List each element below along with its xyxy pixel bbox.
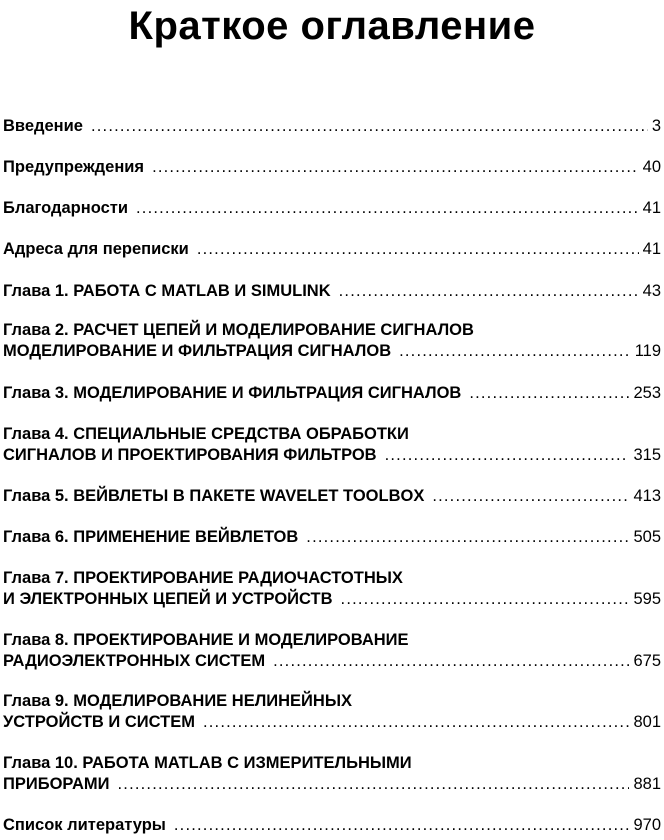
toc-entry-chapter-3[interactable] — [3, 383, 661, 404]
dot-leader — [339, 281, 639, 302]
toc-entry-label-line1: Глава 7. ПРОЕКТИРОВАНИЕ РАДИОЧАСТОТНЫХ — [3, 569, 403, 587]
toc-entry-page: 315 — [633, 446, 661, 464]
dot-leader — [203, 712, 630, 733]
dot-leader — [136, 198, 639, 219]
toc-entry-label: СИГНАЛОВ И ПРОЕКТИРОВАНИЯ ФИЛЬТРОВ — [3, 446, 377, 464]
dot-leader — [118, 774, 630, 795]
toc-entry-warnings[interactable] — [3, 157, 661, 178]
toc-entry-page: 41 — [642, 199, 661, 217]
table-of-contents — [3, 0, 661, 840]
toc-entry-page: 40 — [642, 158, 661, 176]
toc-entry-label-line1: Глава 8. ПРОЕКТИРОВАНИЕ И МОДЕЛИРОВАНИЕ — [3, 631, 409, 649]
dot-leader — [399, 341, 631, 362]
toc-entry-chapter-4[interactable] — [3, 424, 661, 466]
toc-entry-chapter-8[interactable] — [3, 630, 661, 672]
toc-entry-page: 3 — [651, 117, 661, 135]
dot-leader — [306, 527, 629, 548]
toc-entry-label-line1: Глава 9. МОДЕЛИРОВАНИЕ НЕЛИНЕЙНЫХ — [3, 692, 352, 710]
toc-entry-chapter-1[interactable] — [3, 281, 661, 302]
dot-leader — [385, 445, 630, 466]
toc-entry-page: 41 — [642, 240, 661, 258]
toc-entry-page: 43 — [642, 282, 661, 300]
dot-leader — [197, 239, 639, 260]
dot-leader — [152, 157, 639, 178]
toc-entry-label: Глава 3. МОДЕЛИРОВАНИЕ И ФИЛЬТРАЦИЯ СИГНАЛОВ — [3, 384, 462, 402]
toc-entry-label: Введение — [3, 117, 83, 135]
toc-entry-bibliography[interactable] — [3, 815, 661, 836]
toc-entry-label: И ЭЛЕКТРОННЫХ ЦЕПЕЙ И УСТРОЙСТВ — [3, 590, 333, 608]
toc-entry-label: УСТРОЙСТВ И СИСТЕМ — [3, 713, 195, 731]
toc-entry-page: 505 — [633, 528, 661, 546]
toc-entry-acknowledgements[interactable] — [3, 198, 661, 219]
toc-entry-chapter-9[interactable] — [3, 691, 661, 733]
dot-leader — [341, 589, 630, 610]
toc-entry-chapter-2[interactable] — [3, 320, 661, 362]
toc-entry-label: ПРИБОРАМИ — [3, 775, 110, 793]
toc-entry-page: 119 — [634, 342, 661, 360]
page-title: Краткое оглавление — [128, 4, 536, 48]
toc-entry-label: МОДЕЛИРОВАНИЕ И ФИЛЬТРАЦИЯ СИГНАЛОВ — [3, 342, 392, 360]
toc-entry-page: 595 — [633, 590, 661, 608]
toc-entry-label-line1: Глава 10. РАБОТА MATLAB С ИЗМЕРИТЕЛЬНЫМИ — [3, 754, 412, 772]
toc-entry-label: Предупреждения — [3, 158, 145, 176]
toc-entry-label: Список литературы — [3, 816, 166, 834]
toc-entry-page: 675 — [633, 652, 661, 670]
toc-entry-label: Глава 5. ВЕЙВЛЕТЫ В ПАКЕТЕ WAVELET TOOLBOX — [3, 487, 425, 505]
toc-entry-label-line1: Глава 2. РАСЧЕТ ЦЕПЕЙ И МОДЕЛИРОВАНИЕ СИГНАЛОВ — [3, 321, 474, 339]
toc-entry-label: Адреса для переписки — [3, 240, 189, 258]
toc-entry-label: Глава 1. РАБОТА С MATLAB И SIMULINK — [3, 282, 331, 300]
toc-entry-label: Благодарности — [3, 199, 128, 217]
toc-entry-chapter-7[interactable] — [3, 568, 661, 610]
toc-entry-page: 801 — [633, 713, 661, 731]
dot-leader — [174, 815, 630, 836]
toc-entry-label-line1: Глава 4. СПЕЦИАЛЬНЫЕ СРЕДСТВА ОБРАБОТКИ — [3, 425, 409, 443]
toc-entry-label: Глава 6. ПРИМЕНЕНИЕ ВЕЙВЛЕТОВ — [3, 528, 299, 546]
dot-leader — [273, 651, 629, 672]
toc-entry-page: 970 — [633, 816, 661, 834]
toc-entry-contacts[interactable] — [3, 239, 661, 260]
dot-leader — [432, 486, 629, 507]
dot-leader — [91, 116, 648, 137]
toc-entry-chapter-10[interactable] — [3, 753, 661, 795]
toc-entry-page: 253 — [633, 384, 661, 402]
dot-leader — [469, 383, 629, 404]
toc-entry-chapter-5[interactable] — [3, 486, 661, 507]
toc-entry-page: 413 — [633, 487, 661, 505]
toc-entry-introduction[interactable] — [3, 116, 661, 137]
toc-entry-page: 881 — [633, 775, 661, 793]
toc-entry-chapter-6[interactable] — [3, 527, 661, 548]
toc-entry-label: РАДИОЭЛЕКТРОННЫХ СИСТЕМ — [3, 652, 266, 670]
